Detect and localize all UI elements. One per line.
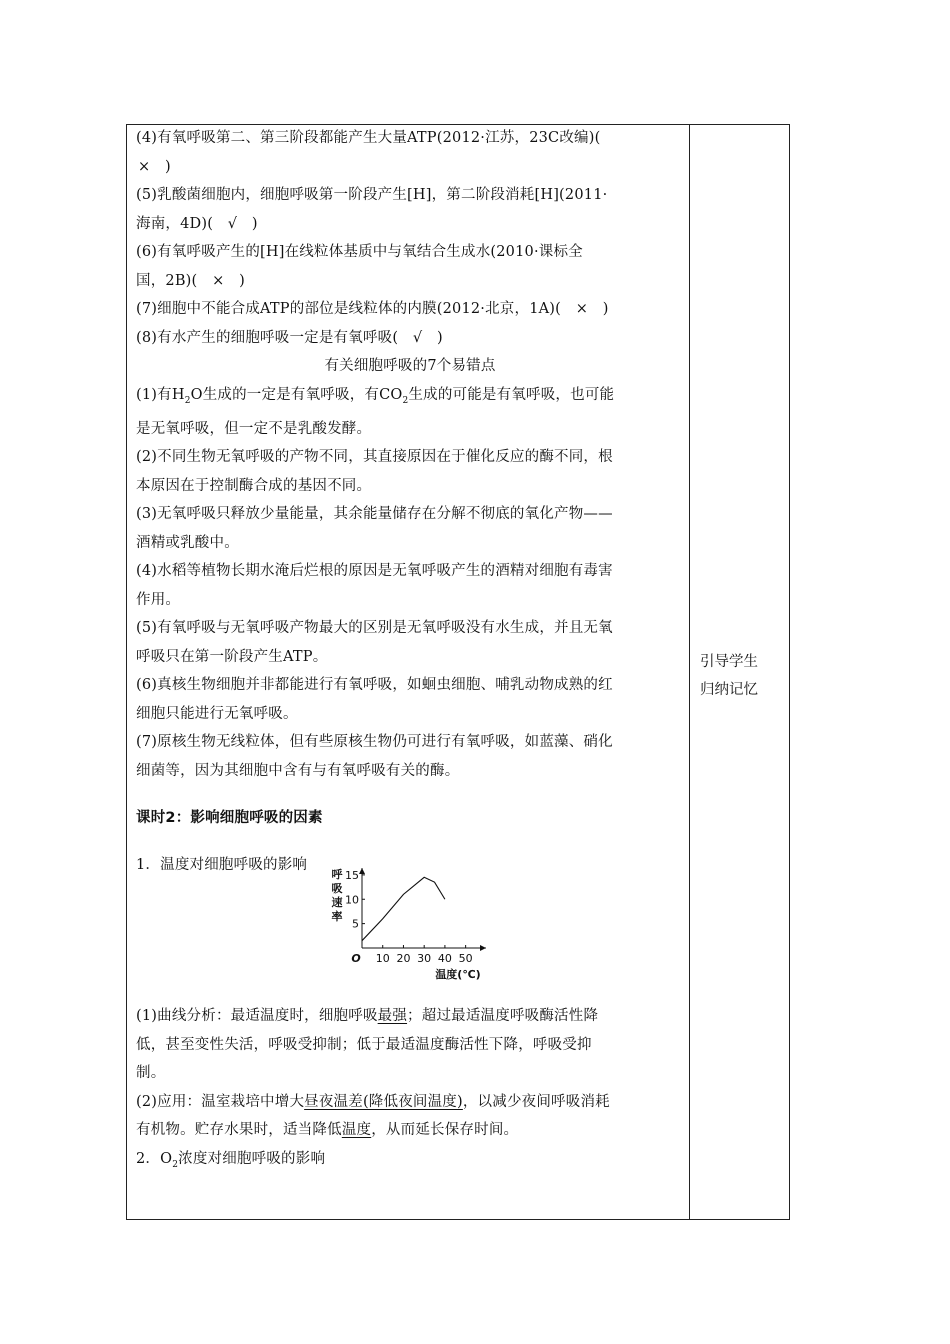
lesson-title: 课时2：影响细胞呼吸的因素 bbox=[136, 810, 323, 827]
analysis-1-a: (1)曲线分析：最适温度时，细胞呼吸 bbox=[136, 1008, 378, 1025]
error-point-1-cont: 是无氧呼吸，但一定不是乳酸发酵。 bbox=[136, 420, 372, 437]
error-point-6-cont: 细胞只能进行无氧呼吸。 bbox=[136, 705, 298, 722]
y-axis-arrow bbox=[359, 868, 365, 874]
error-point-1-c: 生成的可能是有氧呼吸，也可能 bbox=[408, 386, 615, 403]
analysis-3: 制。 bbox=[136, 1065, 166, 1082]
x-tick-label: 40 bbox=[437, 952, 452, 965]
topic-2-title bbox=[136, 1145, 684, 1179]
analysis-2: 低，甚至变性失活，呼吸受抑制；低于最适温度酶活性下降，呼吸受抑 bbox=[136, 1036, 592, 1053]
x-axis-label: 温度(℃) bbox=[435, 968, 481, 981]
error-point-7: (7)原核生物无线粒体，但有些原核生物仍可进行有氧呼吸，如蓝藻、硝化 bbox=[136, 734, 613, 751]
topic-2-b: 浓度对细胞呼吸的影响 bbox=[178, 1150, 326, 1167]
error-point-5: (5)有氧呼吸与无氧呼吸产物最大的区别是无氧呼吸没有水生成，并且无氧 bbox=[136, 620, 613, 637]
topic-2-a: 2．O bbox=[136, 1150, 173, 1167]
error-point-1 bbox=[136, 381, 684, 415]
y-tick-label: 15 bbox=[345, 868, 359, 882]
subscript: 2 bbox=[402, 395, 409, 406]
x-axis-arrow bbox=[480, 945, 486, 951]
error-point-2: (2)不同生物无氧呼吸的产物不同，其直接原因在于催化反应的酶不同，根 bbox=[136, 449, 613, 466]
answer-strongest: 最强 bbox=[377, 1008, 408, 1025]
error-point-6: (6)真核生物细胞并非都能进行有氧呼吸，如蛔虫细胞、哺乳动物成熟的红 bbox=[136, 677, 613, 694]
teaching-note-line-2: 归纳记忆 bbox=[700, 682, 758, 698]
error-point-5-cont: 呼吸只在第一阶段产生ATP。 bbox=[136, 648, 328, 665]
x-tick-label: 50 bbox=[458, 952, 473, 965]
respiration-curve bbox=[362, 877, 445, 940]
topic-1-title: 1．温度对细胞呼吸的影响 bbox=[136, 856, 308, 873]
judgement-8: (8)有水产生的细胞呼吸一定是有氧呼吸( √ ) bbox=[136, 329, 443, 346]
application-1-b: ，以减少夜间呼吸消耗 bbox=[462, 1093, 610, 1110]
temperature-chart bbox=[326, 862, 496, 984]
application-1-a: (2)应用：温室栽培中增大 bbox=[136, 1093, 305, 1110]
judgement-5: (5)乳酸菌细胞内，细胞呼吸第一阶段产生[H]，第二阶段消耗[H](2011· bbox=[136, 187, 608, 203]
x-tick-label: 20 bbox=[396, 952, 411, 965]
application-2-a: 有机物。贮存水果时，适当降低 bbox=[136, 1122, 342, 1139]
y-tick-label: 10 bbox=[345, 893, 359, 907]
column-divider bbox=[689, 124, 690, 1220]
error-point-4: (4)水稻等植物长期水淹后烂根的原因是无氧呼吸产生的酒精对细胞有毒害 bbox=[136, 563, 613, 580]
judgement-4: (4)有氧呼吸第二、第三阶段都能产生大量ATP(2012·江苏，23C改编)( bbox=[136, 130, 601, 146]
origin-label: O bbox=[351, 952, 361, 965]
teaching-note-line-1: 引导学生 bbox=[700, 654, 758, 670]
judgement-6: (6)有氧呼吸产生的[H]在线粒体基质中与氧结合生成水(2010·课标全 bbox=[136, 244, 583, 260]
judgement-4-cont: × ) bbox=[138, 158, 171, 175]
chart-svg bbox=[326, 862, 496, 984]
y-axis-label-char: 吸 bbox=[331, 882, 343, 895]
judgement-7: (7)细胞中不能合成ATP的部位是线粒体的内膜(2012·北京，1A)( × ) bbox=[136, 301, 609, 317]
y-tick-label: 5 bbox=[352, 917, 359, 931]
analysis-1 bbox=[136, 1002, 684, 1031]
subscript: 2 bbox=[184, 395, 191, 406]
error-point-7-cont: 细菌等，因为其细胞中含有与有氧呼吸有关的酶。 bbox=[136, 762, 460, 779]
subscript: 2 bbox=[172, 1159, 179, 1170]
y-axis-label-char: 速 bbox=[331, 896, 343, 909]
answer-temp-diff: 昼夜温差(降低夜间温度) bbox=[304, 1093, 463, 1110]
error-point-3: (3)无氧呼吸只释放少量能量，其余能量储存在分解不彻底的氧化产物—— bbox=[136, 506, 613, 523]
x-tick-label: 30 bbox=[417, 952, 432, 965]
error-point-1-b: O生成的一定是有氧呼吸，有CO bbox=[190, 386, 403, 403]
error-point-4-cont: 作用。 bbox=[136, 591, 181, 608]
section-heading: 有关细胞呼吸的7个易错点 bbox=[324, 358, 496, 374]
error-point-3-cont: 酒精或乳酸中。 bbox=[136, 534, 239, 551]
main-content bbox=[136, 124, 684, 1179]
application-2 bbox=[136, 1116, 684, 1145]
error-point-2-cont: 本原因在于控制酶合成的基因不同。 bbox=[136, 477, 372, 494]
judgement-6-cont: 国，2B)( × ) bbox=[136, 272, 246, 289]
judgement-5-cont: 海南，4D)( √ ) bbox=[136, 215, 258, 232]
application-1 bbox=[136, 1088, 684, 1117]
x-tick-label: 10 bbox=[375, 952, 390, 965]
y-axis-label-char: 呼 bbox=[331, 868, 343, 881]
y-axis-label-char: 率 bbox=[331, 910, 343, 923]
teaching-note bbox=[700, 648, 784, 704]
error-point-1-a: (1)有H bbox=[136, 386, 185, 403]
answer-temperature: 温度 bbox=[341, 1122, 372, 1139]
application-2-b: ，从而延长保存时间。 bbox=[371, 1122, 519, 1139]
analysis-1-b: ；超过最适温度呼吸酶活性降 bbox=[407, 1008, 599, 1025]
